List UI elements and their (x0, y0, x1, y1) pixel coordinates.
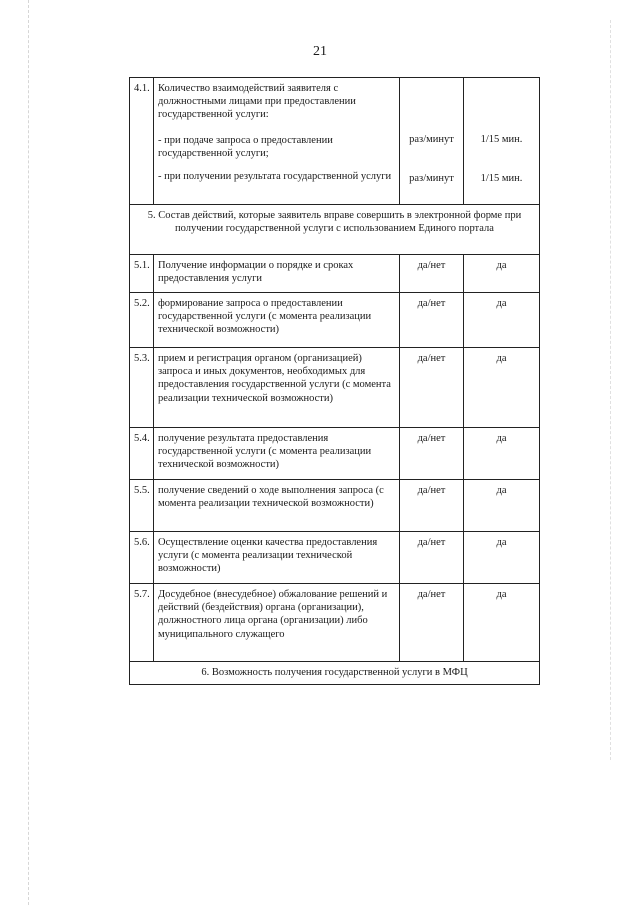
row-unit: да/нет (400, 255, 464, 293)
scan-edge-right (610, 20, 612, 760)
row-value: да (464, 480, 540, 532)
table-row-4-1 (130, 78, 540, 205)
section-heading-6: 6. Возможность получения государственной услуги в МФЦ (130, 662, 540, 685)
services-table (129, 77, 540, 685)
row-unit (400, 78, 464, 205)
row-value: да (464, 293, 540, 348)
row-description: получение сведений о ходе выполнения запроса (с момента реализации технической возможности) (154, 480, 400, 532)
row-unit: да/нет (400, 480, 464, 532)
row-value: да (464, 255, 540, 293)
table-row (130, 584, 540, 662)
row-value: да (464, 348, 540, 428)
row-unit: да/нет (400, 348, 464, 428)
row-value-text: 1/15 мин. (480, 173, 523, 185)
row-unit-value: раз/минут (409, 134, 454, 145)
row-number: 4.1. (130, 78, 154, 205)
section-heading-row (130, 662, 540, 685)
row-number: 5.5. (130, 480, 154, 532)
row-number: 5.2. (130, 293, 154, 348)
scan-edge-left (28, 0, 30, 905)
page-number: 21 (313, 44, 327, 59)
row-unit: да/нет (400, 532, 464, 584)
row-description: формирование запроса о предоставлении государственной услуги (с момента реализации технической возможности) (154, 293, 400, 348)
row-unit: да/нет (400, 428, 464, 480)
table-row (130, 532, 540, 584)
row-description: прием и регистрация органом (организацией) запроса и иных документов, необходимых для предоставления государственной услуги (с момента реализации технической возможности) (154, 348, 400, 428)
row-number: 5.7. (130, 584, 154, 662)
row-value: да (464, 532, 540, 584)
row-value-text: 1/15 мин. (480, 134, 523, 145)
row-number: 5.1. (130, 255, 154, 293)
table-row (130, 428, 540, 480)
table-row (130, 348, 540, 428)
row-subitem: - при получении результата государственной услуги (158, 171, 392, 183)
row-description: Досудебное (внесудебное) обжалование решений и действий (бездействия) органа (организации), должностного лица органа (организации) либо муниципального служащего (154, 584, 400, 662)
row-subitem: - при подаче запроса о предоставлении государственной услуги; (158, 134, 333, 159)
row-intro: Количество взаимодействий заявителя с должностными лицами при предоставлении государственной услуги: (158, 83, 356, 121)
row-unit-value: раз/минут (409, 173, 454, 185)
row-unit: да/нет (400, 293, 464, 348)
row-description: Осуществление оценки качества предоставления услуги (с момента реализации технической возможности) (154, 532, 400, 584)
row-description: получение результата предоставления государственной услуги (с момента реализации технической возможности) (154, 428, 400, 480)
table-row (130, 255, 540, 293)
row-description: Получение информации о порядке и сроках предоставления услуги (154, 255, 400, 293)
row-number: 5.6. (130, 532, 154, 584)
row-value: да (464, 428, 540, 480)
row-value: да (464, 584, 540, 662)
table-row (130, 480, 540, 532)
section-heading-5: 5. Состав действий, которые заявитель вправе совершить в электронной форме при получении государственной услуги с использованием Единого портала (130, 205, 540, 255)
row-number: 5.3. (130, 348, 154, 428)
row-unit: да/нет (400, 584, 464, 662)
row-description (154, 78, 400, 205)
row-value (464, 78, 540, 205)
section-heading-row (130, 205, 540, 255)
row-number: 5.4. (130, 428, 154, 480)
table-row (130, 293, 540, 348)
